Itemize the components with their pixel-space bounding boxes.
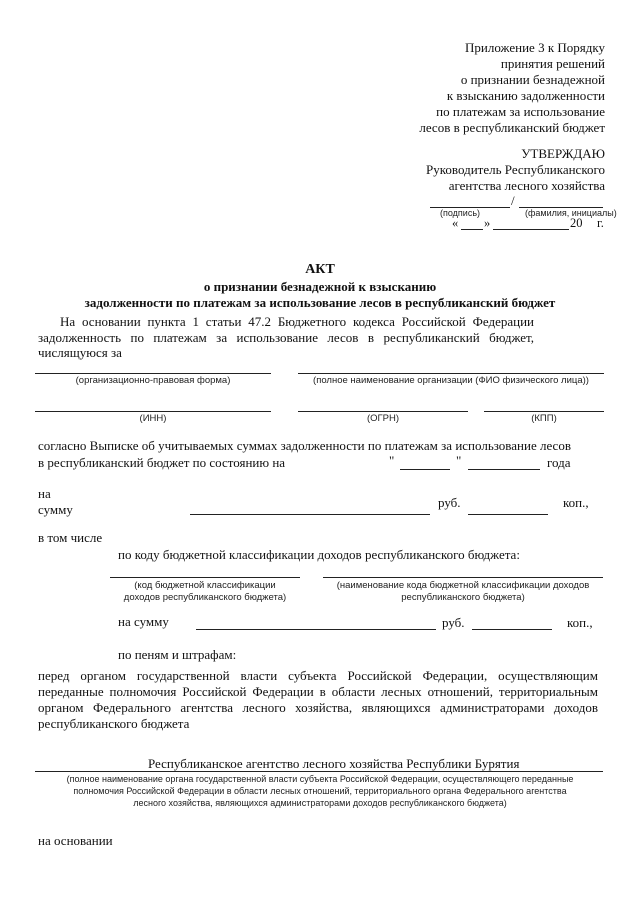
date-quote-close: " <box>456 453 462 468</box>
authority-name-line[interactable] <box>35 771 603 772</box>
amount-rub: руб. <box>438 495 461 510</box>
act-subtitle-2: задолженности по платежам за использование лесов в республиканский бюджет <box>84 295 556 310</box>
act-subtitle: о признании безнадежной к взысканию <box>203 279 437 294</box>
kbk-code-caption-1: (код бюджетной классификации <box>134 580 276 591</box>
kpp-caption: (КПП) <box>531 413 557 424</box>
statement-line-2: в республиканский бюджет по состоянию на <box>38 455 286 470</box>
date-quote-open: " <box>389 453 395 468</box>
amount-line[interactable] <box>190 514 430 515</box>
org-form-line[interactable] <box>35 373 271 374</box>
date-open-quote: « <box>452 216 459 230</box>
statement-day-line[interactable] <box>400 469 450 470</box>
ogrn-caption: (ОГРН) <box>366 413 400 424</box>
amount-on-label: на <box>38 486 51 501</box>
amount-kop-line[interactable] <box>468 514 548 515</box>
date-day-line[interactable] <box>461 229 483 230</box>
org-form-caption: (организационно-правовая форма) <box>75 375 231 386</box>
amount-sum-label: сумму <box>38 502 73 517</box>
kbk-name-caption-2: республиканского бюджета) <box>401 592 525 603</box>
kpp-line[interactable] <box>484 411 604 412</box>
authority-line-2: переданные полномочия Российской Федерации в области лесных отношений, территориальным <box>38 684 598 699</box>
appendix-line: по платежам за использование <box>436 104 605 119</box>
kbk-code-line[interactable] <box>110 577 300 578</box>
approval-title: УТВЕРЖДАЮ <box>521 146 605 161</box>
including-kop: коп., <box>567 615 593 630</box>
statement-month-line[interactable] <box>468 469 540 470</box>
name-caption: (фамилия, инициалы) <box>525 208 617 218</box>
appendix-line: Приложение 3 к Порядку <box>465 40 605 55</box>
authority-caption-2: полномочия Российской Федерации в области лесных отношений, территориального органа Федерального агентства <box>73 786 567 796</box>
authority-caption-1: (полное наименование органа государственной власти субъекта Российской Федерации, осуществляющего переданные <box>66 774 574 784</box>
intro-line-1: На основании пункта 1 статьи 47.2 Бюджетного кодекса Российской Федерации <box>60 314 534 329</box>
authority-filled-name[interactable]: Республиканское агентство лесного хозяйства Республики Бурятия <box>148 756 520 771</box>
including-amount-line[interactable] <box>196 629 436 630</box>
appendix-line: о признании безнадежной <box>460 72 605 87</box>
signature-slash: / <box>511 193 515 208</box>
org-name-line[interactable] <box>298 373 604 374</box>
approval-agency: агентства лесного хозяйства <box>448 178 605 193</box>
amount-kop: коп., <box>563 495 589 510</box>
kbk-name-caption-1: (наименование кода бюджетной классификации доходов <box>336 580 590 591</box>
ogrn-line[interactable] <box>298 411 468 412</box>
signature-caption: (подпись) <box>440 208 481 218</box>
including-label: в том числе <box>38 530 103 545</box>
kbk-code-caption-2: доходов республиканского бюджета) <box>123 592 287 603</box>
inn-caption: (ИНН) <box>139 413 167 424</box>
kbk-name-line[interactable] <box>323 577 603 578</box>
appendix-line: к взысканию задолженности <box>446 88 605 103</box>
statement-year-word: года <box>547 455 571 470</box>
appendix-line: принятия решений <box>500 56 605 71</box>
act-title: АКТ <box>305 262 335 277</box>
penalties-label: по пеням и штрафам: <box>118 647 237 662</box>
date-month-line[interactable] <box>493 229 569 230</box>
inn-line[interactable] <box>35 411 271 412</box>
intro-line-3: числящуюся за <box>38 345 122 360</box>
statement-line-1: согласно Выписке об учитываемых суммах задолженности по платежам за использование лесов <box>38 438 571 453</box>
intro-line-2: задолженность по платежам за использование лесов в республиканский бюджет, <box>38 330 534 345</box>
including-sum-label: на сумму <box>118 614 169 629</box>
basis-label: на основании <box>38 833 113 848</box>
date-close-quote: » <box>484 216 491 230</box>
authority-line-3: органом Федерального агентства лесного хозяйства, являющихся администраторами доходов <box>38 700 598 715</box>
date-year-suffix: г. <box>597 216 604 230</box>
appendix-line: лесов в республиканский бюджет <box>419 120 605 135</box>
including-kop-line[interactable] <box>472 629 552 630</box>
approval-position: Руководитель Республиканского <box>426 162 605 177</box>
including-rub: руб. <box>442 615 465 630</box>
authority-line-1: перед органом государственной власти субъекта Российской Федерации, осуществляющим <box>38 668 598 683</box>
org-name-caption: (полное наименование организации (ФИО физического лица)) <box>313 375 589 386</box>
date-year-prefix: 20 <box>570 216 583 230</box>
authority-line-4: республиканского бюджета <box>38 716 190 731</box>
including-by-code: по коду бюджетной классификации доходов республиканского бюджета: <box>118 547 520 562</box>
authority-caption-3: лесного хозяйства, являющихся администраторами доходов республиканского бюджета) <box>133 798 507 808</box>
